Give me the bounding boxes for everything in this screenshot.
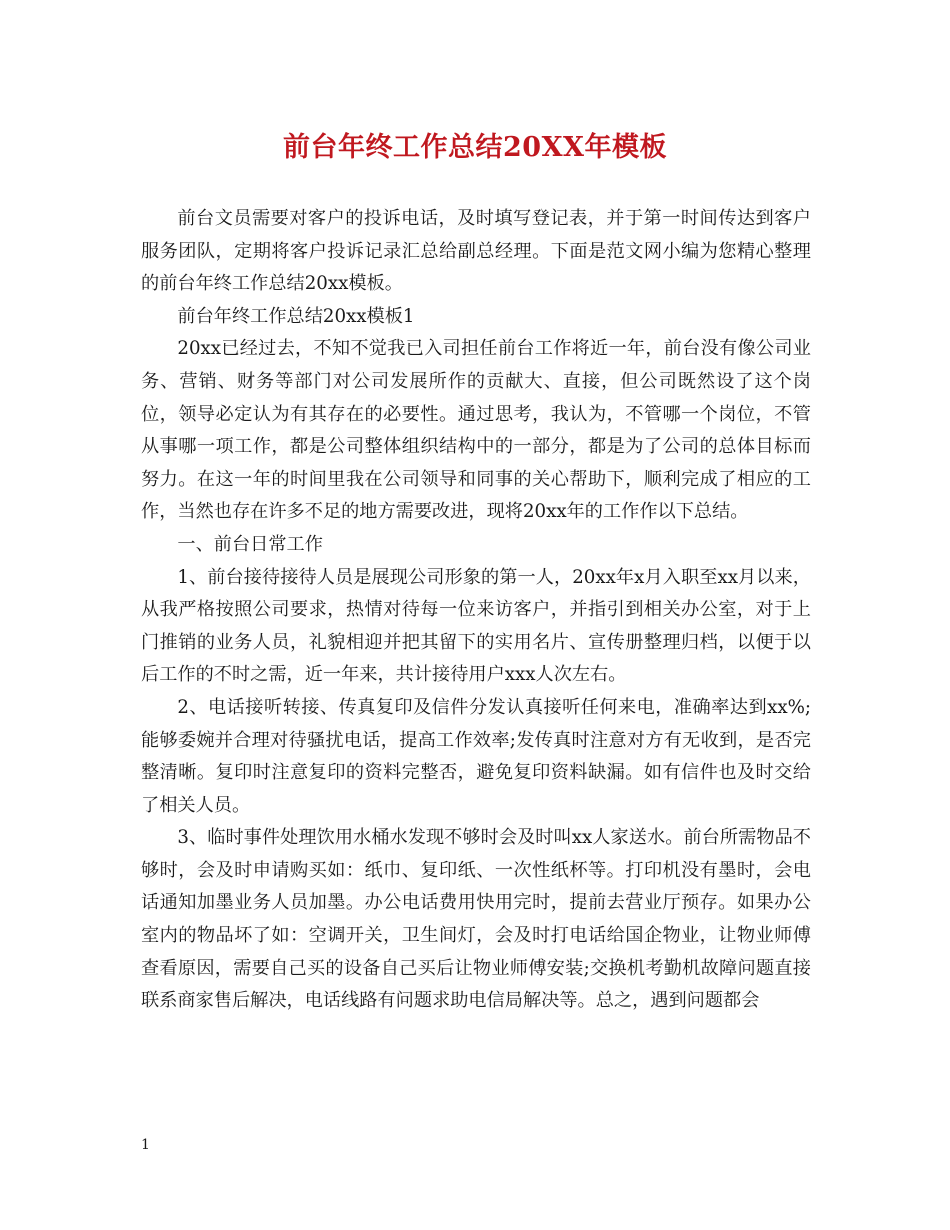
incident-handling-paragraph: 3、临时事件处理饮用水桶水发现不够时会及时叫xx人家送水。前台所需物品不够时，会及时申请购买如：纸巾、复印纸、一次性纸杯等。打印机没有墨时，会电话通知加墨业务人员加墨。办公电话费用快用完时，提前去营业厅预存。如果办公室内的物品坏了如：空调开关，卫生间灯，会及时打电话给国企物业，让物业师傅查看原因，需要自己买的设备自己买后让物业师傅安装;交换机考勤机故障问题直接联系商家售后解决，电话线路有问题求助电信局解决等。总之，遇到问题都会 [141, 827, 811, 1012]
section-heading-daily-work: 一、前台日常工作 [177, 533, 323, 555]
reception-paragraph: 1、前台接待接待人员是展现公司形象的第一人，20xx年x月入职至xx月以来，从我严格按照公司要求，热情对待每一位来访客户，并指引到相关办公室，对于上门推销的业务人员，礼貌相迎并把其留下的实用名片、宣传册整理归档，以便于以后工作的不时之需，近一年来，共计接待用户xxx人次左右。 [141, 566, 811, 686]
document-title: 前台年终工作总结20XX年模板 [283, 132, 667, 163]
intro-paragraph: 前台文员需要对客户的投诉电话，及时填写登记表，并于第一时间传达到客户服务团队，定期将客户投诉记录汇总给副总经理。下面是范文网小编为您精心整理的前台年终工作总结20xx模板。 [141, 208, 811, 295]
section-heading-template-1: 前台年终工作总结20xx模板1 [177, 305, 415, 327]
page-number: 1 [141, 1137, 150, 1153]
document-body [141, 203, 811, 1018]
overview-paragraph: 20xx已经过去，不知不觉我已入司担任前台工作将近一年，前台没有像公司业务、营销、财务等部门对公司发展所作的贡献大、直接，但公司既然设了这个岗位，领导必定认为有其存在的必要性。通过思考，我认为，不管哪一个岗位，不管从事哪一项工作，都是公司整体组织结构中的一部分，都是为了公司的总体目标而努力。在这一年的时间里我在公司领导和同事的关心帮助下，顺利完成了相应的工作，当然也存在许多不足的地方需要改进，现将20xx年的工作作以下总结。 [141, 338, 811, 523]
phone-fax-paragraph: 2、电话接听转接、传真复印及信件分发认真接听任何来电，准确率达到xx%;能够委婉并合理对待骚扰电话，提高工作效率;发传真时注意对方有无收到，是否完整清晰。复印时注意复印的资料完整否，避免复印资料缺漏。如有信件也及时交给了相关人员。 [141, 696, 811, 816]
